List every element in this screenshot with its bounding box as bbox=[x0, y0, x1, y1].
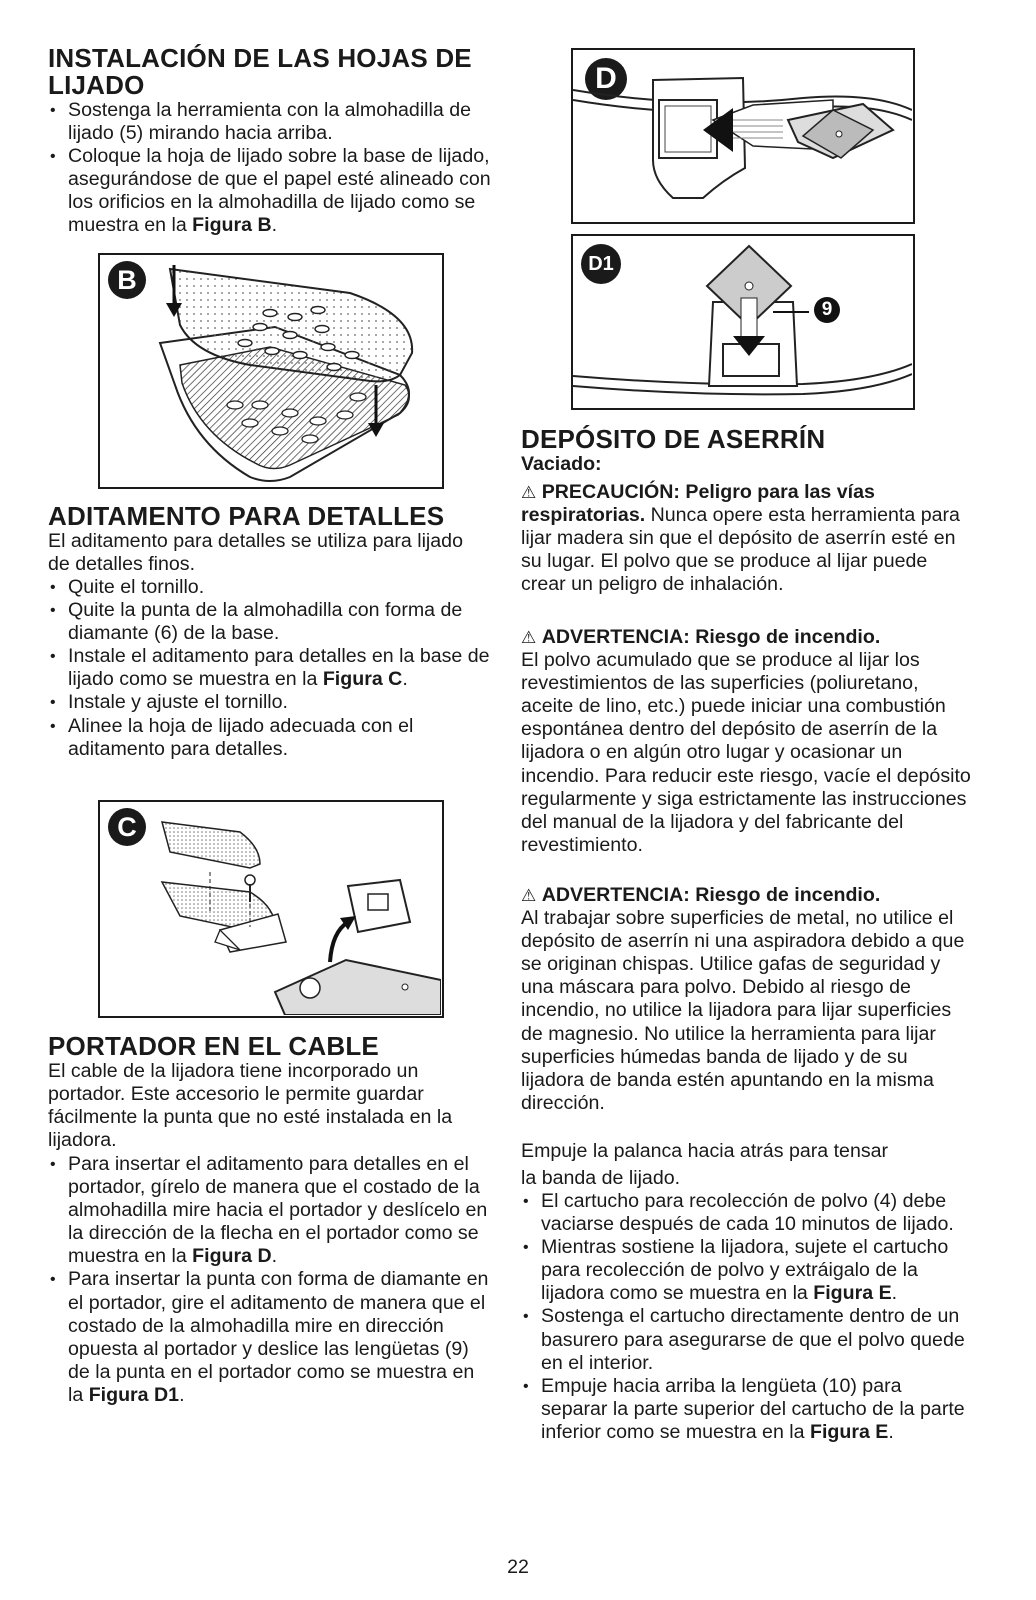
warning-fire-2: ⚠ ADVERTENCIA: Riesgo de incendio. Al trabajar sobre superficies de metal, no utilice el depósito de aserrín ni una aspiradora debido a que se originan chispas. Utilice gafas de seguridad y una máscara para polvo. Debido al riesgo de incendio, no utilice la lijadora para lijar superficies de magnesio. No utilice la herramienta para lijar superficies húmedas banda de lijado y de su lijadora de banda estén apuntando en la misma dirección. bbox=[521, 884, 965, 1114]
detail-attachment-list bbox=[48, 576, 503, 761]
figure-d1 bbox=[571, 234, 915, 410]
cord-holder-illustration bbox=[573, 50, 912, 221]
tension-note-1: Empuje la palanca hacia atrás para tensar bbox=[521, 1140, 889, 1162]
list-item: • Empuje hacia arriba la lengüeta (10) para separar la parte superior del cartucho de la parte inferior como se muestra en la Figura E. bbox=[521, 1375, 973, 1444]
figure-c bbox=[98, 800, 444, 1018]
page-number: 22 bbox=[507, 1556, 529, 1578]
list-item: • Sostenga el cartucho directamente dentro de un basurero para asegurarse de que el polvo quede en el interior. bbox=[521, 1305, 973, 1374]
cord-holder-list bbox=[48, 1153, 493, 1407]
cord-holder-d1-illustration bbox=[573, 236, 912, 407]
figure-label-b: B bbox=[108, 261, 146, 299]
figure-label-d: D bbox=[585, 58, 627, 100]
figure-d bbox=[571, 48, 915, 224]
list-item: • Coloque la hoja de lijado sobre la base de lijado, asegurándose de que el papel esté alineado con los orificios en la almohadilla de lijado como se muestra en la Figura B. bbox=[48, 145, 508, 237]
list-item: • Quite la punta de la almohadilla con forma de diamante (6) de la base. bbox=[48, 599, 503, 645]
warning-fire-1: ⚠ ADVERTENCIA: Riesgo de incendio. El polvo acumulado que se produce al lijar los revestimientos de las superficies (poliuretano, aceite de lino, etc.) puede iniciar una combustión espontánea dentro del depósito de aserrín de la lijadora o en algún otro lugar y ocasionar un incendio. Para reducir este riesgo, vacíe el depósito regularmente y siga estrictamente las instrucciones del manual de la lijadora y del fabricante del revestimiento. bbox=[521, 626, 971, 856]
list-item: • Instale y ajuste el tornillo. bbox=[48, 691, 503, 714]
dust-bag-subtitle: Vaciado: bbox=[521, 453, 602, 475]
dust-bag-list bbox=[521, 1190, 973, 1444]
warning-triangle-icon: ⚠ bbox=[521, 886, 537, 905]
sanding-pad-illustration bbox=[100, 255, 441, 486]
tension-note-2: la banda de lijado. bbox=[521, 1167, 681, 1189]
callout-9: 9 bbox=[821, 299, 833, 320]
warning-triangle-icon: ⚠ bbox=[521, 483, 537, 502]
list-item: • Sostenga la herramienta con la almohadilla de lijado (5) mirando hacia arriba. bbox=[48, 99, 508, 145]
caution-respiratory: ⚠ PRECAUCIÓN: Peligro para las vías respiratorias. Nunca opere esta herramienta para lijar madera sin que el depósito de aserrín esté en su lugar. El polvo que se produce al lijar puede crear un peligro de inhalación. bbox=[521, 481, 960, 596]
list-item: • Alinee la hoja de lijado adecuada con el aditamento para detalles. bbox=[48, 715, 503, 761]
warning-triangle-icon: ⚠ bbox=[521, 628, 537, 647]
heading-dust-bag: DEPÓSITO DE ASERRÍN bbox=[521, 424, 826, 454]
heading-detail-attachment: ADITAMENTO PARA DETALLES bbox=[48, 501, 445, 531]
figure-b bbox=[98, 253, 444, 489]
heading-cord-holder: PORTADOR EN EL CABLE bbox=[48, 1031, 379, 1061]
list-item: • Para insertar el aditamento para detalles en el portador, gírelo de manera que el costado de la almohadilla mire hacia el portador y deslícelo en la dirección de la flecha en el portador como se muestra en la Figura D. bbox=[48, 1153, 493, 1268]
list-item: • Para insertar la punta con forma de diamante en el portador, gire el aditamento de manera que el costado de la almohadilla mire en dirección opuesta al portador y deslice las lengüetas (9) de la punta en el portador como se muestra en la Figura D1. bbox=[48, 1268, 493, 1407]
list-item: • Instale el aditamento para detalles en la base de lijado como se muestra en la Figura C. bbox=[48, 645, 503, 691]
figure-label-c: C bbox=[108, 808, 146, 846]
list-item: • Quite el tornillo. bbox=[48, 576, 503, 599]
detail-attachment-illustration bbox=[100, 802, 441, 1015]
heading-sanding-sheets: INSTALACIÓN DE LAS HOJAS DE LIJADO bbox=[48, 43, 472, 100]
sanding-sheets-list bbox=[48, 99, 508, 238]
detail-intro: El aditamento para detalles se utiliza para lijado de detalles finos. bbox=[48, 530, 463, 576]
cord-holder-intro: El cable de la lijadora tiene incorporado un portador. Este accesorio le permite guardar fácilmente la punta que no esté instalada en la lijadora. bbox=[48, 1060, 453, 1152]
list-item: • El cartucho para recolección de polvo (4) debe vaciarse después de cada 10 minutos de lijado. bbox=[521, 1190, 973, 1236]
list-item: • Mientras sostiene la lijadora, sujete el cartucho para recolección de polvo y extráigalo de la lijadora como se muestra en la Figura E. bbox=[521, 1236, 973, 1305]
figure-label-d1: D1 bbox=[581, 244, 621, 284]
